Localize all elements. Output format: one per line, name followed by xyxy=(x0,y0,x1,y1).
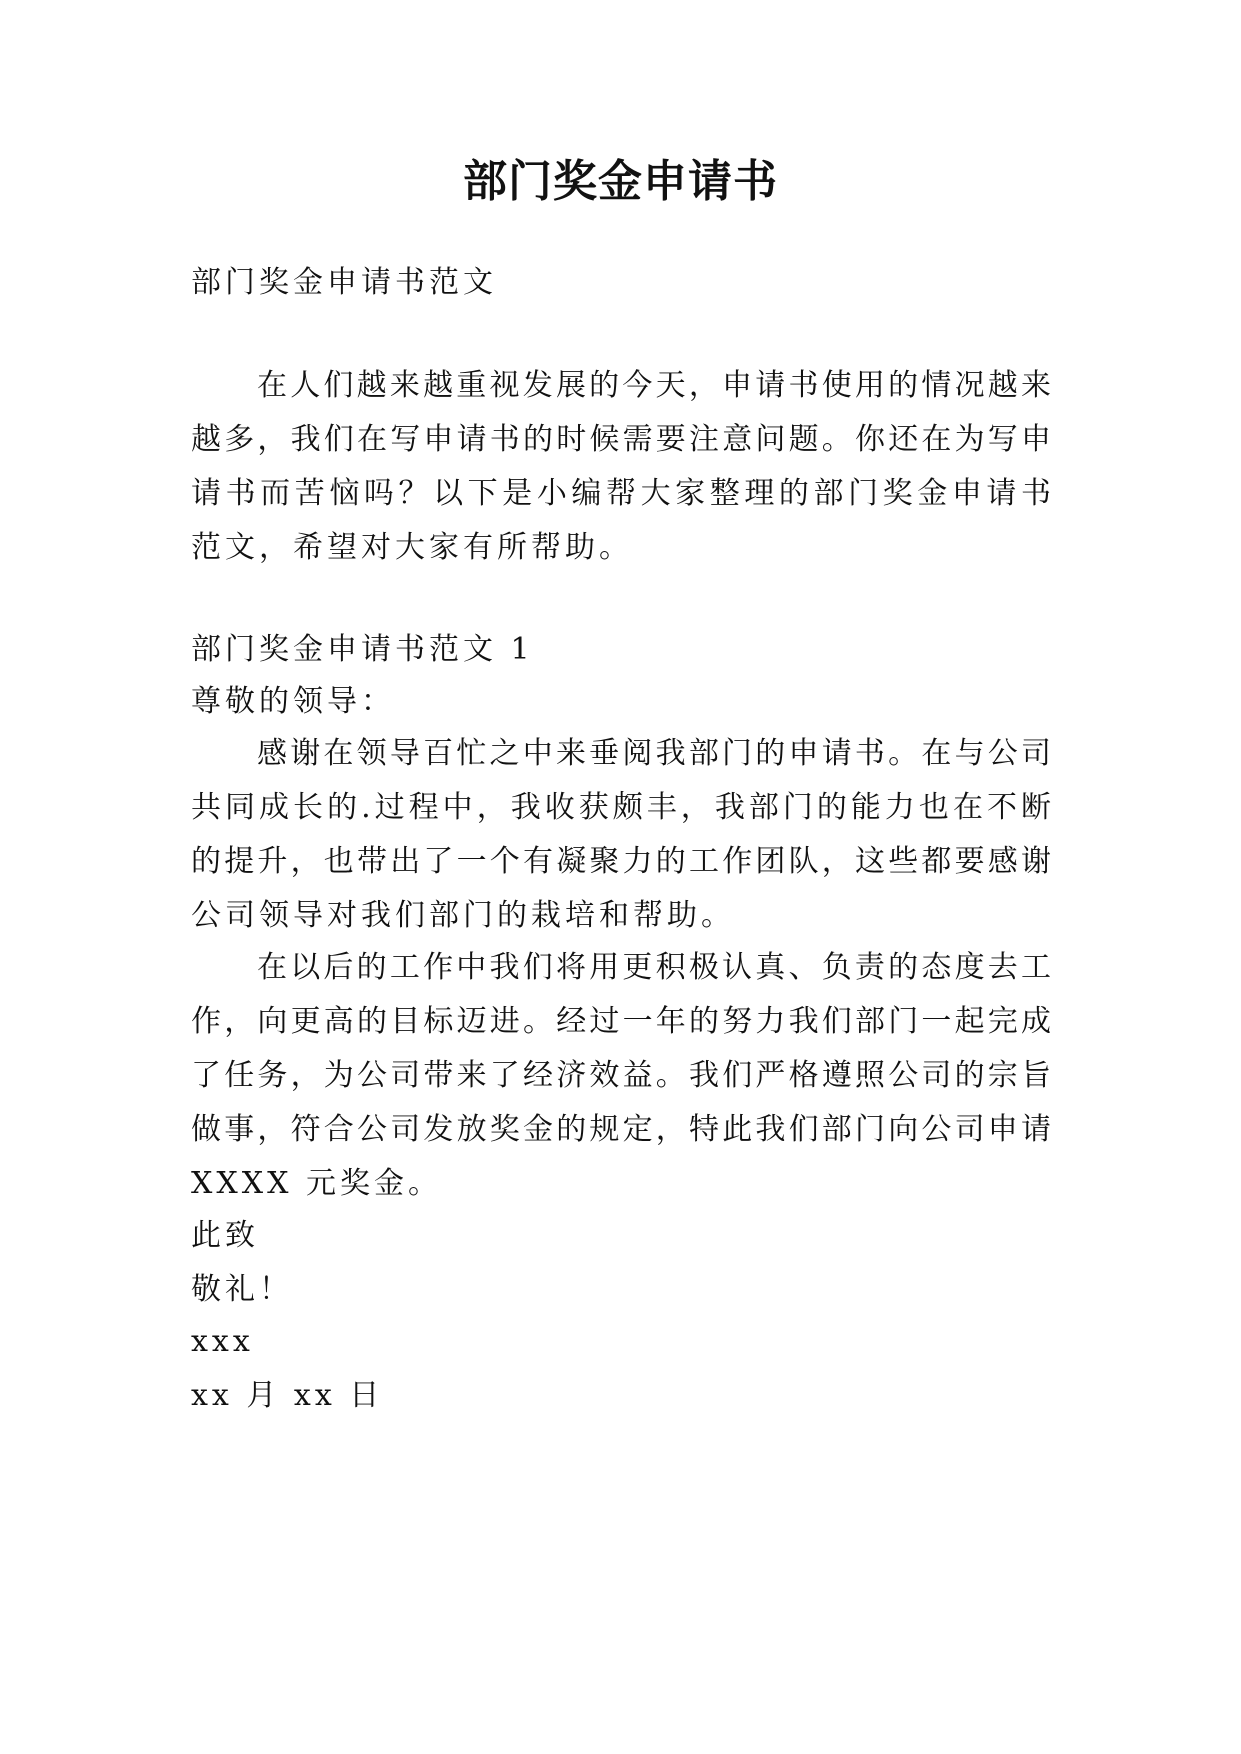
sample-heading: 部门奖金申请书范文 1 xyxy=(191,632,534,667)
subtitle: 部门奖金申请书范文 xyxy=(191,265,497,300)
intro-line: 范文，希望对大家有所帮助。 xyxy=(191,530,633,565)
paragraph-line: 做事，符合公司发放奖金的规定，特此我们部门向公司申请 xyxy=(191,1112,1051,1147)
signature: xxx xyxy=(191,1324,254,1359)
intro-line: 在人们越来越重视发展的今天，申请书使用的情况越来 xyxy=(257,368,1051,403)
paragraph-line: 了任务，为公司带来了经济效益。我们严格遵照公司的宗旨 xyxy=(191,1058,1051,1093)
paragraph-line: 感谢在领导百忙之中来垂阅我部门的申请书。在与公司 xyxy=(257,736,1051,771)
intro-line: 越多，我们在写申请书的时候需要注意问题。你还在为写申 xyxy=(191,422,1051,457)
paragraph-line: 在以后的工作中我们将用更积极认真、负责的态度去工 xyxy=(257,950,1051,985)
paragraph-line: 作，向更高的目标迈进。经过一年的努力我们部门一起完成 xyxy=(191,1004,1051,1039)
paragraph-line: 共同成长的.过程中，我收获颇丰，我部门的能力也在不断 xyxy=(191,790,1051,825)
date: xx 月 xx 日 xyxy=(191,1378,384,1413)
document-title: 部门奖金申请书 xyxy=(463,156,778,207)
paragraph-line: 公司领导对我们部门的栽培和帮助。 xyxy=(191,898,735,933)
paragraph-line: 的提升，也带出了一个有凝聚力的工作团队，这些都要感谢 xyxy=(191,844,1051,879)
closing-line: 敬礼！ xyxy=(191,1272,293,1307)
salutation: 尊敬的领导： xyxy=(191,684,395,719)
closing-line: 此致 xyxy=(191,1218,259,1253)
intro-line: 请书而苦恼吗？以下是小编帮大家整理的部门奖金申请书 xyxy=(191,476,1051,511)
paragraph-line: XXXX 元奖金。 xyxy=(191,1166,442,1201)
